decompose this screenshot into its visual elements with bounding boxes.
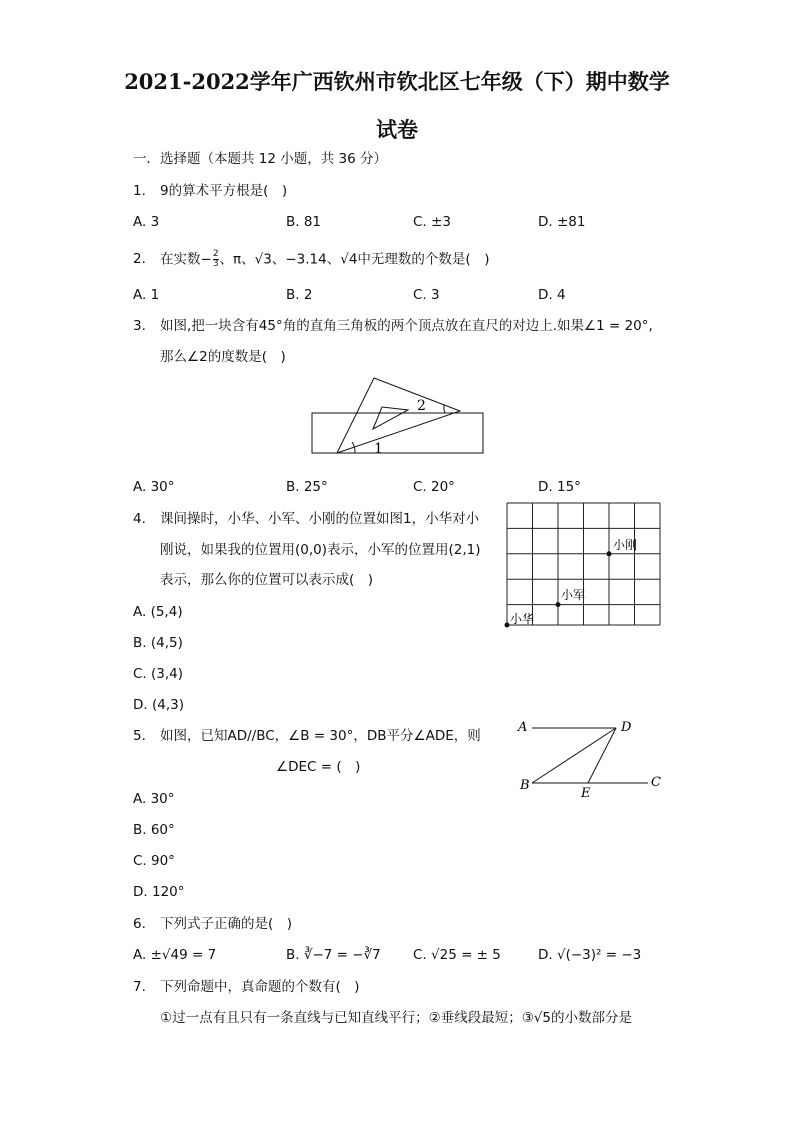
q5-option-c: C. 90°: [133, 853, 175, 869]
q1-option-c: C. ±3: [413, 214, 451, 230]
q4-line3: 表示，那么你的位置可以表示成( ): [160, 572, 374, 588]
label-D: D: [621, 720, 632, 735]
q6-option-a: A. ±√49 = 7: [133, 947, 217, 963]
line-DE: [588, 728, 616, 783]
angle2-label: 2: [417, 398, 426, 414]
q2-number: 2.: [133, 251, 146, 267]
q2-frac-num: 2: [212, 249, 219, 259]
q2-text-a: 在实数−: [160, 251, 212, 268]
q4-number: 4.: [133, 511, 146, 527]
q6-option-c: C. √25 = ± 5: [413, 947, 501, 963]
q5-parallel-lines-figure: [512, 712, 672, 800]
q6-number: 6.: [133, 916, 146, 932]
q5-option-a: A. 30°: [133, 791, 175, 807]
angle2-arc: [444, 405, 445, 413]
set-square-inner: [373, 407, 408, 429]
point-xiaojun: [556, 602, 561, 607]
q6-option-b: B. ∛−7 = −∛7: [286, 947, 381, 963]
section-heading: 一．选择题（本题共 12 小题，共 36 分）: [133, 151, 388, 167]
q1-text: 9的算术平方根是( ): [160, 183, 288, 199]
q2-option-c: C. 3: [413, 287, 440, 303]
q6-option-d: D. √(−3)² = −3: [538, 947, 642, 963]
label-xiaogang: 小刚: [613, 538, 638, 552]
q3-number: 3.: [133, 318, 146, 334]
q4-line1: 课间操时，小华、小军、小刚的位置如图1，小华对小: [160, 511, 480, 527]
q5-option-d: D. 120°: [133, 884, 185, 900]
q3-line1: 如图,把一块含有45°角的直角三角板的两个顶点放在直尺的对边上.如果∠1 = 20°,: [160, 318, 653, 334]
label-E: E: [581, 786, 591, 800]
q2-text: [160, 250, 489, 269]
q6-text: 下列式子正确的是( ): [160, 916, 293, 932]
q2-frac-den: 3: [212, 259, 219, 269]
label-C: C: [651, 775, 661, 790]
q7-text: 下列命题中，真命题的个数有( ): [160, 979, 360, 995]
line-BD: [532, 728, 616, 783]
q3-option-a: A. 30°: [133, 479, 175, 495]
q5-option-b: B. 60°: [133, 822, 175, 838]
q1-number: 1.: [133, 183, 146, 199]
q3-option-b: B. 25°: [286, 479, 328, 495]
label-A: A: [518, 720, 528, 735]
q5-line1: 如图，已知AD//BC，∠B = 30°，DB平分∠ADE，则: [160, 728, 481, 744]
grid-lines: [507, 503, 660, 625]
q3-option-c: C. 20°: [413, 479, 455, 495]
q3-ruler-triangle-figure: [305, 372, 490, 457]
label-xiaojun: 小军: [561, 588, 586, 602]
q2-option-a: A. 1: [133, 287, 160, 303]
q5-line2: ∠DEC = ( ): [276, 759, 361, 775]
ruler-outline: [312, 413, 483, 453]
q4-line2: 刚说，如果我的位置用(0,0)表示，小军的位置用(2,1): [160, 542, 481, 558]
label-xiaohua: 小华: [510, 612, 535, 626]
q4-option-a: A. (5,4): [133, 604, 183, 620]
point-xiaogang: [607, 551, 612, 556]
exam-title-line1: 2021-2022学年广西钦州市钦北区七年级（下）期中数学: [124, 69, 670, 94]
q4-option-c: C. (3,4): [133, 666, 184, 682]
q3-option-d: D. 15°: [538, 479, 581, 495]
angle1-label: 1: [374, 441, 383, 457]
q4-grid-figure: [500, 498, 666, 630]
q7-number: 7.: [133, 979, 146, 995]
q2-option-d: D. 4: [538, 287, 566, 303]
q2-fraction: [213, 250, 219, 269]
point-xiaohua: [505, 623, 510, 628]
label-B: B: [520, 778, 530, 793]
q3-line2: 那么∠2的度数是( ): [160, 349, 286, 365]
q1-option-a: A. 3: [133, 214, 160, 230]
q1-option-b: B. 81: [286, 214, 322, 230]
q2-text-b: 、π、√3、−3.14、√4中无理数的个数是( ): [219, 251, 490, 268]
q7-line2: ①过一点有且只有一条直线与已知直线平行；②垂线段最短；③√5的小数部分是: [160, 1010, 632, 1026]
q4-option-d: D. (4,3): [133, 697, 184, 713]
exam-title-line2: 试卷: [376, 117, 418, 142]
q1-option-d: D. ±81: [538, 214, 586, 230]
q2-option-b: B. 2: [286, 287, 313, 303]
q5-number: 5.: [133, 728, 146, 744]
q4-option-b: B. (4,5): [133, 635, 183, 651]
